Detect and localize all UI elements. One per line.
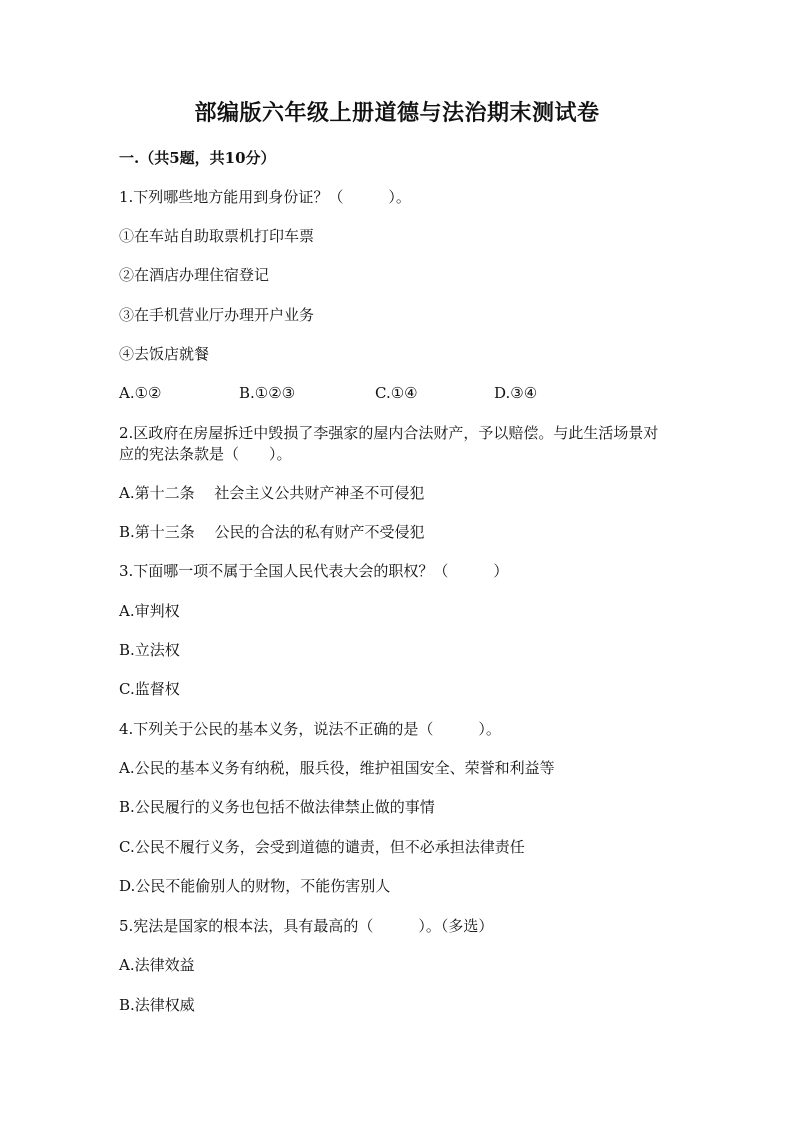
question-4-option-a[interactable]: A.公民的基本义务有纳税，服兵役，维护祖国安全、荣誉和利益等 [119, 759, 555, 777]
question-5-stem: 5.宪法是国家的根本法，具有最高的（ ）。（多选） [119, 917, 494, 935]
question-2-stem: 2.区政府在房屋拆迁中毁损了李强家的屋内合法财产，予以赔偿。与此生活场景对应的宪法条款是（ ）。 [119, 424, 659, 463]
question-1-stem: 1.下列哪些地方能用到身份证？（ ）。 [119, 188, 411, 206]
question-1-item-2: ②在酒店办理住宿登记 [119, 266, 270, 284]
question-3-option-c[interactable]: C.监督权 [119, 680, 180, 698]
question-1-item-3: ③在手机营业厅办理开户业务 [119, 306, 315, 324]
question-3-option-a[interactable]: A.审判权 [119, 602, 180, 620]
question-1-option-d[interactable]: D.③④ [494, 384, 538, 402]
question-1-item-4: ④去饭店就餐 [119, 345, 210, 363]
question-1-options [119, 383, 679, 403]
question-4-option-c[interactable]: C.公民不履行义务，会受到道德的谴责，但不必承担法律责任 [119, 838, 525, 856]
question-4-option-b[interactable]: B.公民履行的义务也包括不做法律禁止做的事情 [119, 798, 435, 816]
question-4-option-d[interactable]: D.公民不能偷别人的财物，不能伤害别人 [119, 877, 391, 895]
question-3-stem: 3.下面哪一项不属于全国人民代表大会的职权？（ ） [119, 562, 509, 580]
question-1-option-b[interactable]: B.①②③ [239, 384, 296, 402]
question-3-option-b[interactable]: B.立法权 [119, 641, 180, 659]
question-1-option-a[interactable]: A.①② [119, 384, 162, 402]
section-heading: 一.（共5题，共10分） [119, 149, 276, 167]
question-2-option-a[interactable]: A.第十二条 社会主义公共财产神圣不可侵犯 [119, 484, 425, 502]
question-5-option-b[interactable]: B.法律权威 [119, 996, 195, 1014]
question-4-stem: 4.下列关于公民的基本义务，说法不正确的是（ ）。 [119, 720, 501, 738]
question-2-option-b[interactable]: B.第十三条 公民的合法的私有财产不受侵犯 [119, 523, 425, 541]
question-5-option-a[interactable]: A.法律效益 [119, 956, 195, 974]
question-1-item-1: ①在车站自助取票机打印车票 [119, 227, 315, 245]
page-title: 部编版六年级上册道德与法治期末测试卷 [194, 100, 600, 126]
question-1-option-c[interactable]: C.①④ [375, 384, 418, 402]
